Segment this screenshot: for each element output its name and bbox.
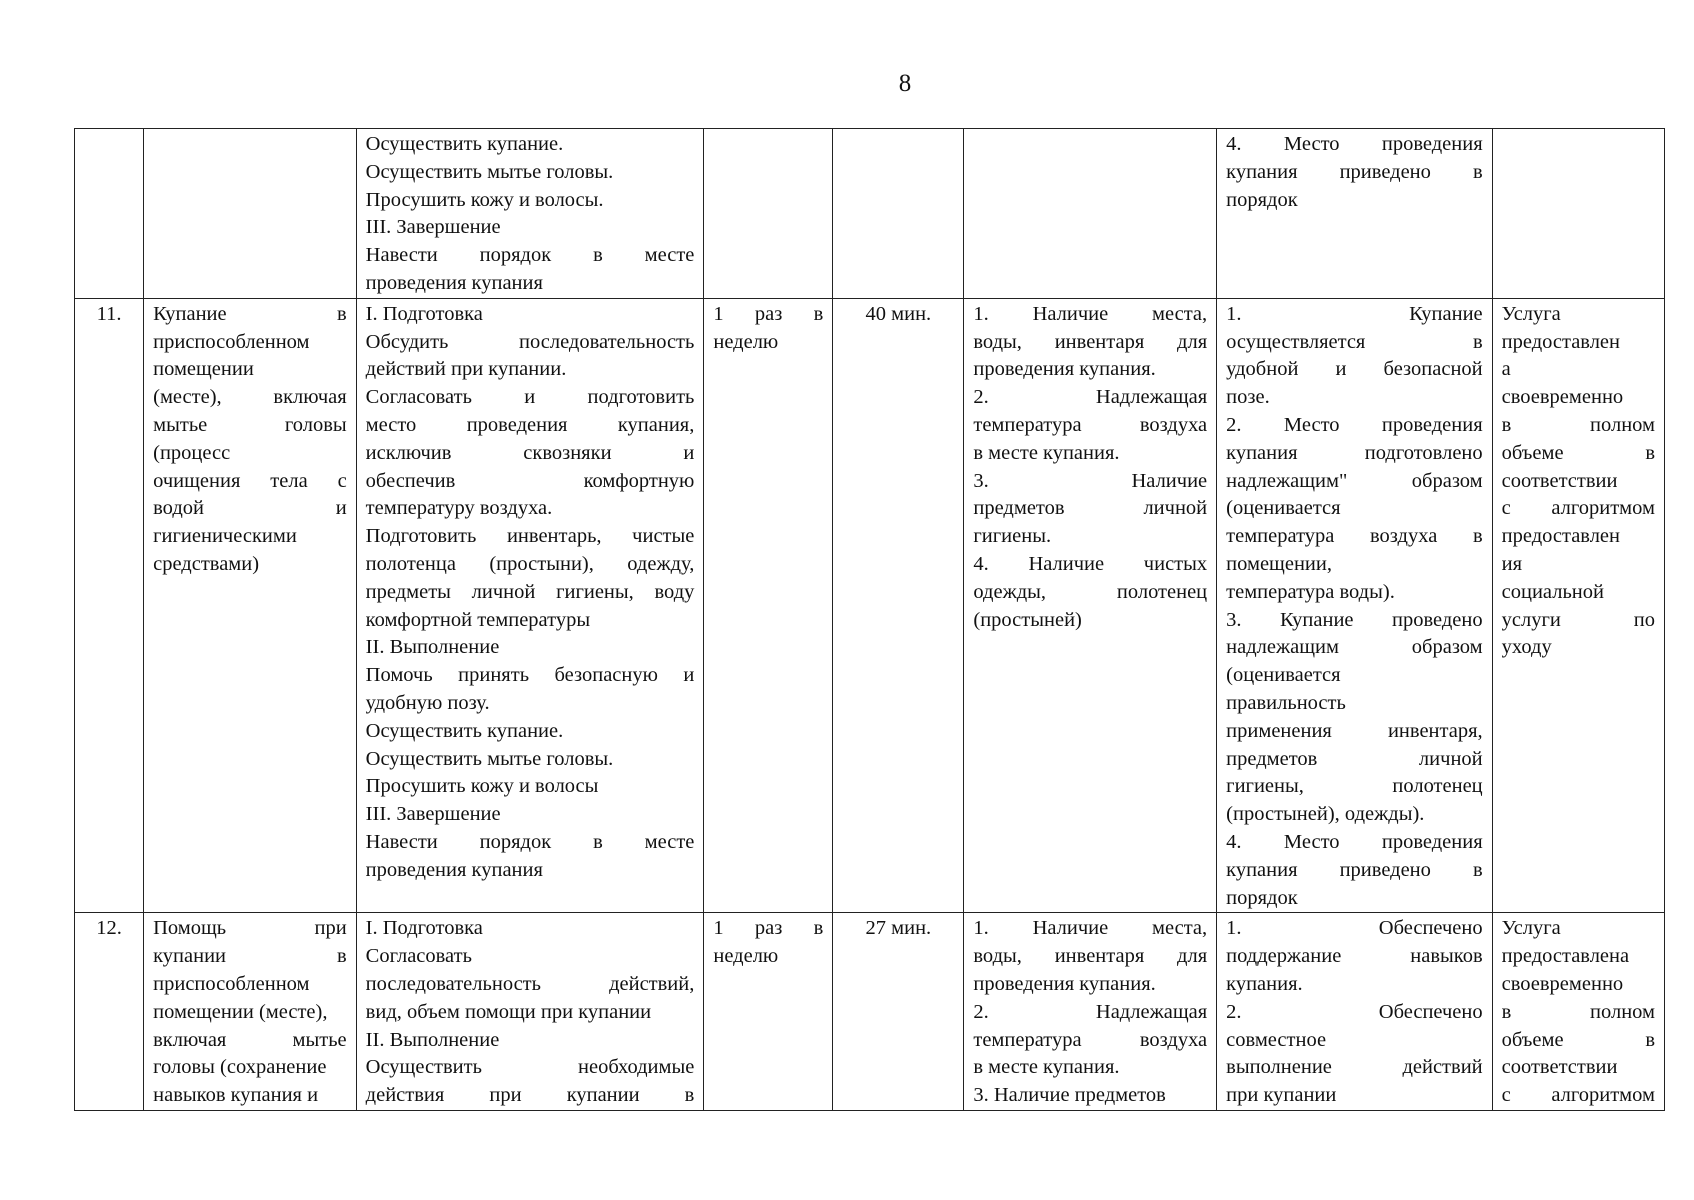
text-line: 1 раз в	[713, 917, 824, 940]
text-line: предоставлена	[1501, 945, 1630, 968]
text-line: проведения купания	[365, 858, 543, 881]
result-cell	[1492, 913, 1664, 1111]
text-line: купания приведено в	[1226, 160, 1483, 183]
text-line: Купание в	[153, 302, 347, 325]
text-line: Осуществить купание.	[365, 133, 564, 155]
text-line: 1. Наличие места,	[973, 302, 1208, 325]
text-line: последовательность действий,	[365, 972, 695, 995]
text-line: действия при купании в	[365, 1084, 695, 1107]
text-line: 2. Обеспечено	[1226, 1000, 1483, 1023]
text-line: (оценивается	[1226, 664, 1341, 687]
text-line: обеспечив комфортную	[365, 469, 695, 492]
text-line: надлежащим" образом	[1226, 469, 1483, 492]
row-number: 12.	[75, 913, 144, 1111]
text-line: головы (сохранение	[153, 1056, 327, 1079]
text-line: проведения купания.	[973, 358, 1156, 381]
frequency-cell	[704, 129, 833, 299]
text-line: осуществляется в	[1226, 330, 1483, 353]
text-line: 1. Купание	[1226, 302, 1483, 325]
service-actions-cell	[356, 129, 704, 299]
text-line: Осуществить купание.	[365, 719, 564, 742]
text-line: ия	[1501, 552, 1523, 575]
text-line: гигиеническими	[153, 525, 297, 548]
text-line: Обсудить последовательность	[365, 330, 695, 353]
text-line: своевременно	[1501, 386, 1624, 409]
text-line: а	[1501, 358, 1511, 381]
text-line: купании в	[153, 945, 347, 968]
text-line: II. Выполнение	[365, 636, 500, 659]
text-line: водой и	[153, 497, 347, 520]
text-line: исключив сквозняки и	[365, 441, 695, 464]
duration-cell: 27 мин.	[833, 913, 964, 1111]
text-line: социальной	[1501, 580, 1604, 603]
text-line: помещении (месте),	[153, 1000, 328, 1023]
frequency-cell	[704, 913, 833, 1111]
quality-indicators-cell	[1217, 913, 1492, 1111]
text-line: 1. Наличие места,	[973, 917, 1208, 940]
text-line: комфортной температуры	[365, 608, 591, 631]
text-line: температура воздуха	[973, 1028, 1208, 1051]
text-line: 4. Наличие чистых	[973, 552, 1208, 575]
page-number: 8	[898, 70, 912, 97]
text-line: удобной и безопасной	[1226, 358, 1483, 381]
text-line: 2. Место проведения	[1226, 413, 1483, 436]
text-line: гигиены, полотенец	[1226, 775, 1483, 798]
text-line: 2. Надлежащая	[973, 386, 1208, 409]
service-name-cell	[144, 298, 357, 913]
row-number: 11.	[75, 298, 144, 913]
text-line: соответствии	[1501, 1056, 1618, 1079]
text-line: в месте купания.	[973, 1056, 1120, 1079]
text-line: Помощь при	[153, 917, 347, 940]
text-line: Просушить кожу и волосы	[365, 775, 599, 798]
result-cell	[1492, 129, 1664, 299]
text-line: при купании	[1226, 1084, 1337, 1107]
frequency-cell	[704, 298, 833, 913]
text-line: воды, инвентаря для	[973, 945, 1208, 968]
text-line: надлежащим образом	[1226, 636, 1483, 659]
text-line: 3. Наличие	[973, 469, 1208, 492]
quality-indicators-cell	[1217, 129, 1492, 299]
text-line: купания.	[1226, 972, 1303, 995]
text-line: поддержание навыков	[1226, 945, 1483, 968]
text-line: I. Подготовка	[365, 917, 483, 940]
conditions-cell	[964, 298, 1217, 913]
text-line: 4. Место проведения	[1226, 133, 1483, 155]
service-name-cell	[144, 913, 357, 1111]
row-number	[75, 129, 144, 299]
text-line: проведения купания	[365, 271, 543, 294]
text-line: порядок	[1226, 188, 1298, 211]
text-line: Осуществить необходимые	[365, 1056, 695, 1079]
text-line: Помочь принять безопасную и	[365, 664, 695, 687]
text-line: навыков купания и	[153, 1084, 319, 1107]
text-line: II. Выполнение	[365, 1028, 500, 1051]
text-line: объеме в	[1501, 441, 1655, 464]
text-line: удобную позу.	[365, 691, 490, 714]
text-line: порядок	[1226, 886, 1298, 909]
text-line: 1. Обеспечено	[1226, 917, 1483, 940]
text-line: вид, объем помощи при купании	[365, 1000, 652, 1023]
text-line: Осуществить мытье головы.	[365, 747, 614, 770]
text-line: полотенца (простыни), одежду,	[365, 552, 695, 575]
text-line: совместное	[1226, 1028, 1327, 1051]
text-line: неделю	[713, 330, 779, 353]
text-line: действий при купании.	[365, 358, 567, 381]
conditions-cell	[964, 913, 1217, 1111]
text-line: мытье головы	[153, 413, 347, 436]
text-line: Просушить кожу и волосы.	[365, 188, 604, 211]
text-line: место проведения купания,	[365, 413, 695, 436]
text-line: гигиены.	[973, 525, 1052, 548]
text-line: III. Завершение	[365, 803, 501, 826]
service-name-cell	[144, 129, 357, 299]
table-row	[75, 913, 1665, 1111]
conditions-cell	[964, 129, 1217, 299]
text-line: позе.	[1226, 386, 1270, 409]
text-line: (простыней)	[973, 608, 1082, 631]
text-line: приспособленном	[153, 330, 310, 353]
text-line: Навести порядок в месте	[365, 830, 695, 853]
text-line: включая мытье	[153, 1028, 347, 1051]
text-line: (месте), включая	[153, 386, 347, 409]
text-line: уходу	[1501, 636, 1552, 659]
text-line: III. Завершение	[365, 216, 501, 239]
text-line: проведения купания.	[973, 972, 1156, 995]
text-line: предметы личной гигиены, воду	[365, 580, 695, 603]
text-line: (процесс	[153, 441, 231, 464]
text-line: предметов личной	[973, 497, 1208, 520]
text-line: I. Подготовка	[365, 302, 483, 325]
text-line: в полном	[1501, 1000, 1655, 1023]
text-line: очищения тела с	[153, 469, 347, 492]
text-line: 2. Надлежащая	[973, 1000, 1208, 1023]
result-cell	[1492, 298, 1664, 913]
text-line: 4. Место проведения	[1226, 830, 1483, 853]
text-line: Согласовать и подготовить	[365, 386, 695, 409]
text-line: средствами)	[153, 552, 260, 575]
quality-indicators-cell	[1217, 298, 1492, 913]
text-line: услуги по	[1501, 608, 1655, 631]
text-line: одежды, полотенец	[973, 580, 1208, 603]
text-line: помещении	[153, 358, 254, 381]
text-line: температура воды).	[1226, 580, 1395, 603]
text-line: предоставлен	[1501, 525, 1620, 548]
text-line: применения инвентаря,	[1226, 719, 1483, 742]
text-line: с алгоритмом	[1501, 1084, 1655, 1107]
text-line: воды, инвентаря для	[973, 330, 1208, 353]
text-line: неделю	[713, 945, 779, 968]
text-line: соответствии	[1501, 469, 1618, 492]
duration-cell: 40 мин.	[833, 298, 964, 913]
text-line: Услуга	[1501, 917, 1561, 940]
text-line: Навести порядок в месте	[365, 244, 695, 267]
text-line: с алгоритмом	[1501, 497, 1655, 520]
text-line: предметов личной	[1226, 747, 1483, 770]
text-line: приспособленном	[153, 972, 310, 995]
text-line: 3. Купание проведено	[1226, 608, 1483, 631]
text-line: своевременно	[1501, 972, 1624, 995]
text-line: температура воздуха в	[1226, 525, 1483, 548]
text-line: объеме в	[1501, 1028, 1655, 1051]
text-line: температуру воздуха.	[365, 497, 553, 520]
service-actions-cell	[356, 913, 704, 1111]
services-table	[74, 128, 1665, 1111]
text-line: правильность	[1226, 691, 1346, 714]
text-line: купания приведено в	[1226, 858, 1483, 881]
text-line: 3. Наличие предметов	[973, 1084, 1166, 1107]
duration-cell	[833, 129, 964, 299]
text-line: в полном	[1501, 413, 1655, 436]
text-line: выполнение действий	[1226, 1056, 1483, 1079]
text-line: купания подготовлено	[1226, 441, 1483, 464]
text-line: (простыней), одежды).	[1226, 803, 1425, 826]
table-row	[75, 298, 1665, 913]
text-line: помещении,	[1226, 552, 1332, 575]
service-actions-cell	[356, 298, 704, 913]
text-line: 1 раз в	[713, 302, 824, 325]
text-line: предоставлен	[1501, 330, 1620, 353]
table-row	[75, 129, 1665, 299]
text-line: Услуга	[1501, 302, 1561, 325]
text-line: в месте купания.	[973, 441, 1120, 464]
text-line: (оценивается	[1226, 497, 1341, 520]
text-line: Согласовать	[365, 945, 472, 968]
text-line: температура воздуха	[973, 413, 1208, 436]
text-line: Подготовить инвентарь, чистые	[365, 525, 695, 548]
text-line: Осуществить мытье головы.	[365, 160, 614, 183]
